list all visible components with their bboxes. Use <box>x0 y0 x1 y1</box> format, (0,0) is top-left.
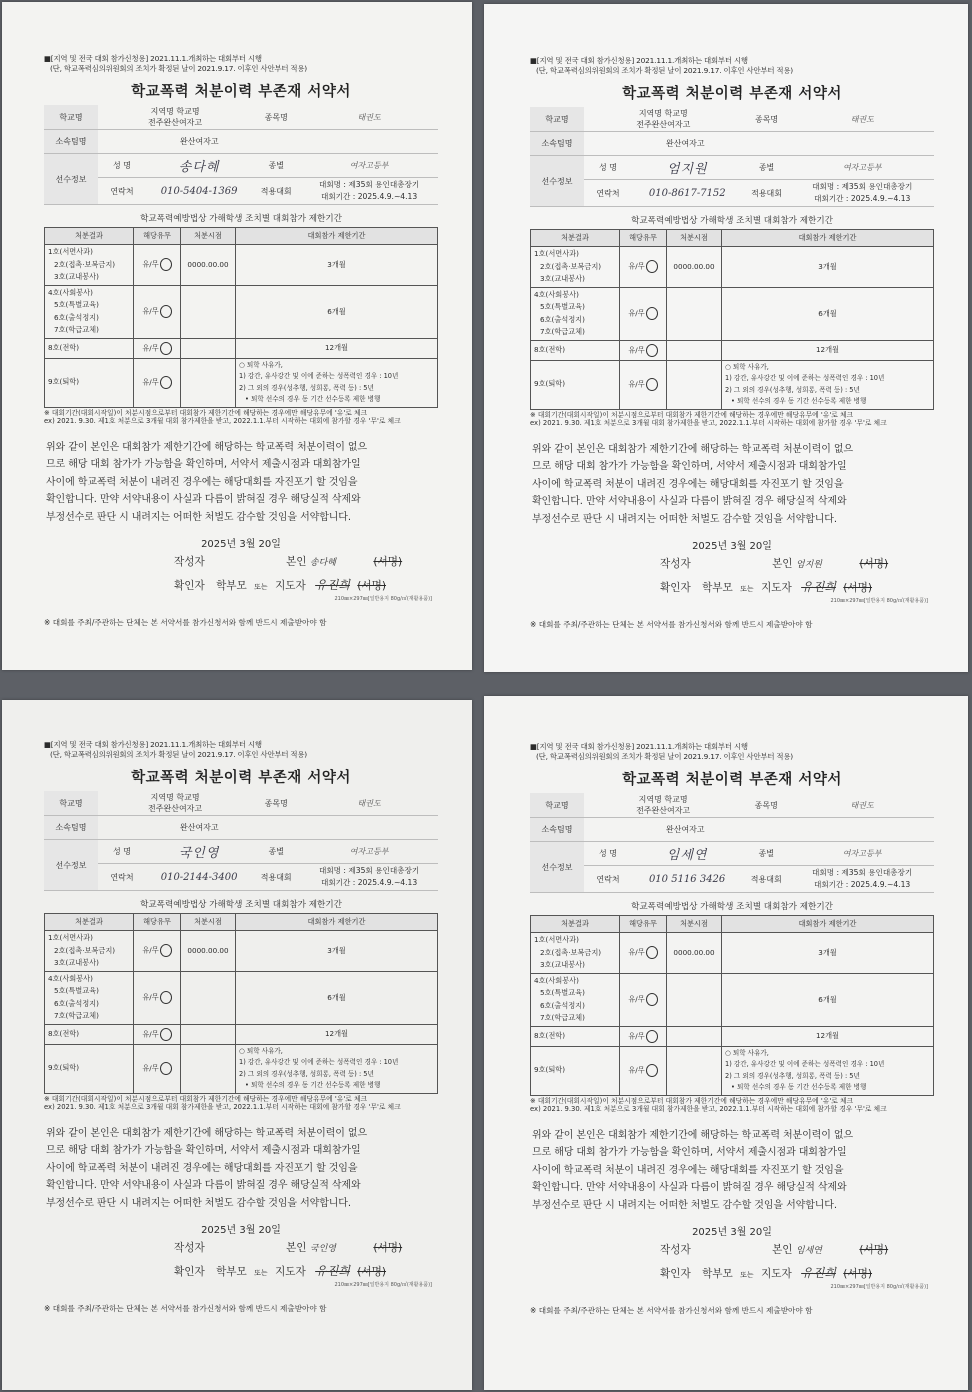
school-value: 지역명 학교명 전주완산여자고 <box>584 107 743 132</box>
name-value: 임세연 <box>632 842 742 866</box>
self-signature: 임세연 <box>795 1245 823 1256</box>
bottom-note: ※ 대회를 주최/주관하는 단체는 본 서약서를 참가신청서와 함께 반드시 제출받아야 함 <box>44 1303 327 1313</box>
category-label: 종별 <box>742 842 790 866</box>
yn-cell-1: 유/무 <box>134 245 181 286</box>
event-label: 종목명 <box>252 791 300 816</box>
school-value: 지역명 학교명 전주완산여자고 <box>98 791 252 816</box>
player-info-label: 선수정보 <box>44 840 98 891</box>
yn-cell-3: 유/무 <box>134 1024 181 1044</box>
date-cell-4 <box>667 360 722 409</box>
category-label: 종별 <box>252 154 300 178</box>
header-note: ■[지역 및 전국 대회 참가신청용] 2021.11.1.개최하는 대회부터 시행 (단, 학교폭력심의위원회의 조치가 확정된 날이 2021.9.17. 이후인 사안부터 적용) <box>530 56 793 75</box>
limit-cell-1: 3개월 <box>236 931 438 972</box>
header-note: ■[지역 및 전국 대회 참가신청용] 2021.11.1.개최하는 대회부터 시행 (단, 학교폭력심의위원회의 조치가 확정된 날이 2021.9.17. 이후인 사안부터 적용) <box>530 742 793 761</box>
event-value: 태권도 <box>300 105 438 130</box>
name-value: 송다혜 <box>146 154 252 178</box>
check-mark-icon <box>160 1062 172 1075</box>
name-value: 국인영 <box>146 840 252 864</box>
confirmer-line: 확인자 학부모 또는 지도자 유진희 (서명) <box>174 577 387 592</box>
paper-spec: 210㎜×297㎜[일반용지 80g/㎡(재활용품)] <box>830 597 928 604</box>
col-result: 처분결과 <box>45 228 134 245</box>
date-cell-3 <box>667 1026 722 1046</box>
penalty-table <box>44 913 438 1094</box>
competition-label: 적용대회 <box>742 866 790 893</box>
yn-cell-2: 유/무 <box>134 971 181 1024</box>
form-sheet-4 <box>484 696 968 1390</box>
info-table <box>44 105 438 205</box>
check-mark-icon <box>646 946 658 959</box>
penalty-row-1-3: 1호(서면사과) 2호(접촉·보복금지) 3호(교내봉사) <box>531 933 620 974</box>
category-value: 여자고등부 <box>300 840 438 864</box>
team-value: 완산여자고 <box>98 816 438 840</box>
yn-cell-2: 유/무 <box>620 287 667 340</box>
oath-text: 위와 같이 본인은 대회참가 제한기간에 해당하는 학교폭력 처분이력이 없으 므로 해당 대회 참가가 가능함을 확인하며, 서약서 제출시점과 대회참가일 사이에 학교폭력 처분이 내려진 경우에는 해당대회를 자진포기 할 것임을 확인합니다. 만약 서약내용이 사실과 다름이 밝혀질 경우 해당실적 삭제와 부정선수로 판단 시 내려지는 어떠한 처벌도 감수할 것임을 서약합니다. <box>532 1129 853 1212</box>
name-value: 엄지원 <box>632 156 743 180</box>
team-label: 소속팀명 <box>44 816 98 840</box>
col-limit: 대회참가 제한기간 <box>722 916 934 933</box>
oath-text: 위와 같이 본인은 대회참가 제한기간에 해당하는 학교폭력 처분이력이 없으 므로 해당 대회 참가가 가능함을 확인하며, 서약서 제출시점과 대회참가일 사이에 학교폭력 처분이 내려진 경우에는 해당대회를 자진포기 할 것임을 확인합니다. 만약 서약내용이 사실과 다름이 밝혀질 경우 해당실적 삭제와 부정선수로 판단 시 내려지는 어떠한 처벌도 감수할 것임을 서약합니다. <box>46 1127 367 1210</box>
team-value: 완산여자고 <box>98 130 438 154</box>
school-label: 학교명 <box>44 791 98 816</box>
check-mark-icon <box>646 307 658 320</box>
contact-value: 010-2144-3400 <box>146 864 252 891</box>
team-label: 소속팀명 <box>44 130 98 154</box>
form-title: 학교폭력 처분이력 부존재 서약서 <box>131 84 351 100</box>
penalty-table <box>530 229 934 410</box>
header-note: ■[지역 및 전국 대회 참가신청용] 2021.11.1.개최하는 대회부터 시행 (단, 학교폭력심의위원회의 조치가 확정된 날이 2021.9.17. 이후인 사안부터 적용) <box>44 54 307 73</box>
penalty-subtitle: 학교폭력예방법상 가해학생 조치별 대회참가 제한기간 <box>631 216 833 226</box>
yn-cell-1: 유/무 <box>134 931 181 972</box>
limit-cell-4: ○ 퇴학 사유가, 1) 강간, 유사강간 및 이에 준하는 성폭력인 경우 : 10년 2) 그 외의 경우(성추행, 성희롱, 폭력 등) : 5년 • 퇴학 선수의 경우 동 기간 선수등록 제한 병행 <box>722 1046 934 1095</box>
writer-line: 작성자 본인 송다혜 (서명) <box>174 555 403 568</box>
name-label: 성 명 <box>584 156 632 180</box>
penalty-row-1-3: 1호(서면사과) 2호(접촉·보복금지) 3호(교내봉사) <box>45 931 134 972</box>
limit-cell-2: 6개월 <box>722 973 934 1026</box>
yn-cell-4: 유/무 <box>620 360 667 409</box>
yn-cell-1: 유/무 <box>620 247 667 288</box>
date-cell-2 <box>181 971 236 1024</box>
category-value: 여자고등부 <box>790 842 934 866</box>
team-value: 완산여자고 <box>584 818 934 842</box>
col-result: 처분결과 <box>531 916 620 933</box>
event-value: 태권도 <box>300 791 438 816</box>
limit-cell-1: 3개월 <box>722 933 934 974</box>
check-mark-icon <box>160 258 172 271</box>
team-label: 소속팀명 <box>530 132 584 156</box>
player-info-label: 선수정보 <box>530 842 584 893</box>
bottom-note: ※ 대회를 주최/주관하는 단체는 본 서약서를 참가신청서와 함께 반드시 제출받아야 함 <box>530 1305 813 1315</box>
coach-signature: 유진희 <box>801 1265 836 1280</box>
yn-cell-1: 유/무 <box>620 933 667 974</box>
check-mark-icon <box>646 993 658 1006</box>
check-mark-icon <box>160 944 172 957</box>
date-cell-1: 0000.00.00 <box>667 247 722 288</box>
col-date: 처분시점 <box>181 228 236 245</box>
footnote: ※ 대회기간(대회시작일)이 처분시점으로부터 대회참가 제한기간에 해당하는 경우에만 해당유무에 '유'로 체크 ex) 2021. 9.30. 제1호 처분으로 3개월 대회 참가제한을 받고, 2022.1.1.부터 시작하는 대회에 참가할 경우 '무'로 체크 <box>530 410 887 428</box>
writer-line: 작성자 본인 국인영 (서명) <box>174 1241 403 1254</box>
coach-signature: 유진희 <box>315 577 350 592</box>
form-title: 학교폭력 처분이력 부존재 서약서 <box>622 86 842 102</box>
category-value: 여자고등부 <box>791 156 934 180</box>
paper-spec: 210㎜×297㎜[일반용지 80g/㎡(재활용품)] <box>334 595 432 602</box>
yn-cell-3: 유/무 <box>620 340 667 360</box>
date-cell-3 <box>181 1024 236 1044</box>
event-label: 종목명 <box>743 107 791 132</box>
limit-cell-2: 6개월 <box>236 285 438 338</box>
limit-cell-4: ○ 퇴학 사유가, 1) 강간, 유사강간 및 이에 준하는 성폭력인 경우 : 10년 2) 그 외의 경우(성추행, 성희롱, 폭력 등) : 5년 • 퇴학 선수의 경우 동 기간 선수등록 제한 병행 <box>722 360 934 409</box>
yn-cell-2: 유/무 <box>134 285 181 338</box>
check-mark-icon <box>646 260 658 273</box>
date-cell-2 <box>667 973 722 1026</box>
check-mark-icon <box>646 344 658 357</box>
limit-cell-3: 12개월 <box>722 1026 934 1046</box>
yn-cell-4: 유/무 <box>134 358 181 407</box>
competition-label: 적용대회 <box>252 178 300 205</box>
competition-label: 적용대회 <box>743 180 791 207</box>
penalty-subtitle: 학교폭력예방법상 가해학생 조치별 대회참가 제한기간 <box>631 902 833 912</box>
date-cell-4 <box>181 358 236 407</box>
penalty-row-9: 9호(퇴학) <box>45 358 134 407</box>
event-label: 종목명 <box>742 793 790 818</box>
limit-cell-1: 3개월 <box>236 245 438 286</box>
penalty-row-4-7: 4호(사회봉사) 5호(특별교육) 6호(출석정지) 7호(학급교체) <box>531 973 620 1026</box>
bottom-note: ※ 대회를 주최/주관하는 단체는 본 서약서를 참가신청서와 함께 반드시 제출받아야 함 <box>530 619 813 629</box>
penalty-subtitle: 학교폭력예방법상 가해학생 조치별 대회참가 제한기간 <box>140 214 342 224</box>
confirmer-line: 확인자 학부모 또는 지도자 유진희 (서명) <box>660 1265 873 1280</box>
contact-label: 연락처 <box>98 864 146 891</box>
form-sheet-2 <box>484 4 968 672</box>
penalty-subtitle: 학교폭력예방법상 가해학생 조치별 대회참가 제한기간 <box>140 900 342 910</box>
check-mark-icon <box>160 991 172 1004</box>
category-label: 종별 <box>743 156 791 180</box>
col-yn: 해당유무 <box>134 228 181 245</box>
coach-signature: 유진희 <box>801 579 836 594</box>
self-signature: 엄지원 <box>795 559 823 570</box>
col-yn: 해당유무 <box>620 916 667 933</box>
limit-cell-2: 6개월 <box>236 971 438 1024</box>
col-date: 처분시점 <box>667 230 722 247</box>
contact-value: 010-8617-7152 <box>632 180 743 207</box>
school-label: 학교명 <box>44 105 98 130</box>
paper-spec: 210㎜×297㎜[일반용지 80g/㎡(재활용품)] <box>334 1281 432 1288</box>
player-info-label: 선수정보 <box>530 156 584 207</box>
col-limit: 대회참가 제한기간 <box>236 914 438 931</box>
limit-cell-3: 12개월 <box>236 338 438 358</box>
confirmer-line: 확인자 학부모 또는 지도자 유진희 (서명) <box>660 579 873 594</box>
form-sheet-1 <box>2 2 472 670</box>
date-cell-3 <box>667 340 722 360</box>
event-label: 종목명 <box>252 105 300 130</box>
footnote: ※ 대회기간(대회시작일)이 처분시점으로부터 대회참가 제한기간에 해당하는 경우에만 해당유무에 '유'로 체크 ex) 2021. 9.30. 제1호 처분으로 3개월 대회 참가제한을 받고, 2022.1.1.부터 시작하는 대회에 참가할 경우 '무'로 체크 <box>530 1096 887 1114</box>
penalty-row-4-7: 4호(사회봉사) 5호(특별교육) 6호(출석정지) 7호(학급교체) <box>45 971 134 1024</box>
penalty-row-8: 8호(전학) <box>45 338 134 358</box>
limit-cell-4: ○ 퇴학 사유가, 1) 강간, 유사강간 및 이에 준하는 성폭력인 경우 : 10년 2) 그 외의 경우(성추행, 성희롱, 폭력 등) : 5년 • 퇴학 선수의 경우 동 기간 선수등록 제한 병행 <box>236 358 438 407</box>
competition-value: 대회명 : 제35회 용인대총장기 대회기간 : 2025.4.9.~4.13 <box>790 866 934 893</box>
self-signature: 송다혜 <box>309 557 337 568</box>
team-value: 완산여자고 <box>584 132 934 156</box>
penalty-row-9: 9호(퇴학) <box>45 1044 134 1093</box>
col-date: 처분시점 <box>181 914 236 931</box>
team-label: 소속팀명 <box>530 818 584 842</box>
school-value: 지역명 학교명 전주완산여자고 <box>584 793 742 818</box>
confirmer-line: 확인자 학부모 또는 지도자 유진희 (서명) <box>174 1263 387 1278</box>
penalty-row-8: 8호(전학) <box>45 1024 134 1044</box>
col-result: 처분결과 <box>531 230 620 247</box>
player-info-label: 선수정보 <box>44 154 98 205</box>
date-cell-2 <box>181 285 236 338</box>
check-mark-icon <box>646 378 658 391</box>
limit-cell-2: 6개월 <box>722 287 934 340</box>
limit-cell-4: ○ 퇴학 사유가, 1) 강간, 유사강간 및 이에 준하는 성폭력인 경우 : 10년 2) 그 외의 경우(성추행, 성희롱, 폭력 등) : 5년 • 퇴학 선수의 경우 동 기간 선수등록 제한 병행 <box>236 1044 438 1093</box>
header-note: ■[지역 및 전국 대회 참가신청용] 2021.11.1.개최하는 대회부터 시행 (단, 학교폭력심의위원회의 조치가 확정된 날이 2021.9.17. 이후인 사안부터 적용) <box>44 740 307 759</box>
contact-value: 010-5404-1369 <box>146 178 252 205</box>
check-mark-icon <box>160 305 172 318</box>
col-result: 처분결과 <box>45 914 134 931</box>
form-sheet-3 <box>2 700 472 1390</box>
date-cell-1: 0000.00.00 <box>667 933 722 974</box>
penalty-row-4-7: 4호(사회봉사) 5호(특별교육) 6호(출석정지) 7호(학급교체) <box>531 287 620 340</box>
footnote: ※ 대회기간(대회시작일)이 처분시점으로부터 대회참가 제한기간에 해당하는 경우에만 해당유무에 '유'로 체크 ex) 2021. 9.30. 제1호 처분으로 3개월 대회 참가제한을 받고, 2022.1.1.부터 시작하는 대회에 참가할 경우 '무'로 체크 <box>44 1094 401 1112</box>
date-cell-2 <box>667 287 722 340</box>
col-limit: 대회참가 제한기간 <box>722 230 934 247</box>
event-value: 태권도 <box>791 107 934 132</box>
check-mark-icon <box>646 1030 658 1043</box>
yn-cell-3: 유/무 <box>620 1026 667 1046</box>
event-value: 태권도 <box>790 793 934 818</box>
yn-cell-2: 유/무 <box>620 973 667 1026</box>
info-table <box>530 107 934 207</box>
date-cell-4 <box>667 1046 722 1095</box>
limit-cell-3: 12개월 <box>236 1024 438 1044</box>
yn-cell-4: 유/무 <box>134 1044 181 1093</box>
limit-cell-1: 3개월 <box>722 247 934 288</box>
yn-cell-3: 유/무 <box>134 338 181 358</box>
date-cell-4 <box>181 1044 236 1093</box>
contact-label: 연락처 <box>98 178 146 205</box>
check-mark-icon <box>160 376 172 389</box>
paper-spec: 210㎜×297㎜[일반용지 80g/㎡(재활용품)] <box>830 1283 928 1290</box>
signing-date: 2025년 3월 20일 <box>201 538 281 550</box>
competition-value: 대회명 : 제35회 용인대총장기 대회기간 : 2025.4.9.~4.13 <box>300 178 438 205</box>
signing-date: 2025년 3월 20일 <box>201 1224 281 1236</box>
contact-label: 연락처 <box>584 866 632 893</box>
check-mark-icon <box>160 342 172 355</box>
check-mark-icon <box>646 1064 658 1077</box>
check-mark-icon <box>160 1028 172 1041</box>
col-yn: 해당유무 <box>134 914 181 931</box>
info-table <box>530 793 934 893</box>
competition-value: 대회명 : 제35회 용인대총장기 대회기간 : 2025.4.9.~4.13 <box>300 864 438 891</box>
contact-label: 연락처 <box>584 180 632 207</box>
info-table <box>44 791 438 891</box>
oath-text: 위와 같이 본인은 대회참가 제한기간에 해당하는 학교폭력 처분이력이 없으 므로 해당 대회 참가가 가능함을 확인하며, 서약서 제출시점과 대회참가일 사이에 학교폭력 처분이 내려진 경우에는 해당대회를 자진포기 할 것임을 확인합니다. 만약 서약내용이 사실과 다름이 밝혀질 경우 해당실적 삭제와 부정선수로 판단 시 내려지는 어떠한 처벌도 감수할 것임을 서약합니다. <box>532 443 853 526</box>
school-value: 지역명 학교명 전주완산여자고 <box>98 105 252 130</box>
form-title: 학교폭력 처분이력 부존재 서약서 <box>622 772 842 788</box>
contact-value: 010 5116 3426 <box>632 866 742 893</box>
date-cell-3 <box>181 338 236 358</box>
penalty-row-9: 9호(퇴학) <box>531 360 620 409</box>
form-title: 학교폭력 처분이력 부존재 서약서 <box>131 770 351 786</box>
competition-value: 대회명 : 제35회 용인대총장기 대회기간 : 2025.4.9.~4.13 <box>791 180 934 207</box>
self-signature: 국인영 <box>309 1243 337 1254</box>
footnote: ※ 대회기간(대회시작일)이 처분시점으로부터 대회참가 제한기간에 해당하는 경우에만 해당유무에 '유'로 체크 ex) 2021. 9.30. 제1호 처분으로 3개월 대회 참가제한을 받고, 2022.1.1.부터 시작하는 대회에 참가할 경우 '무'로 체크 <box>44 408 401 426</box>
yn-cell-4: 유/무 <box>620 1046 667 1095</box>
school-label: 학교명 <box>530 107 584 132</box>
signing-date: 2025년 3월 20일 <box>692 540 772 552</box>
col-limit: 대회참가 제한기간 <box>236 228 438 245</box>
limit-cell-3: 12개월 <box>722 340 934 360</box>
col-yn: 해당유무 <box>620 230 667 247</box>
writer-line: 작성자 본인 임세연 (서명) <box>660 1243 889 1256</box>
category-label: 종별 <box>252 840 300 864</box>
competition-label: 적용대회 <box>252 864 300 891</box>
name-label: 성 명 <box>98 840 146 864</box>
signing-date: 2025년 3월 20일 <box>692 1226 772 1238</box>
name-label: 성 명 <box>98 154 146 178</box>
penalty-row-9: 9호(퇴학) <box>531 1046 620 1095</box>
name-label: 성 명 <box>584 842 632 866</box>
penalty-row-8: 8호(전학) <box>531 1026 620 1046</box>
penalty-table <box>44 227 438 408</box>
date-cell-1: 0000.00.00 <box>181 931 236 972</box>
school-label: 학교명 <box>530 793 584 818</box>
bottom-note: ※ 대회를 주최/주관하는 단체는 본 서약서를 참가신청서와 함께 반드시 제출받아야 함 <box>44 617 327 627</box>
penalty-row-4-7: 4호(사회봉사) 5호(특별교육) 6호(출석정지) 7호(학급교체) <box>45 285 134 338</box>
category-value: 여자고등부 <box>300 154 438 178</box>
date-cell-1: 0000.00.00 <box>181 245 236 286</box>
penalty-table <box>530 915 934 1096</box>
penalty-row-1-3: 1호(서면사과) 2호(접촉·보복금지) 3호(교내봉사) <box>45 245 134 286</box>
col-date: 처분시점 <box>667 916 722 933</box>
penalty-row-8: 8호(전학) <box>531 340 620 360</box>
penalty-row-1-3: 1호(서면사과) 2호(접촉·보복금지) 3호(교내봉사) <box>531 247 620 288</box>
coach-signature: 유진희 <box>315 1263 350 1278</box>
oath-text: 위와 같이 본인은 대회참가 제한기간에 해당하는 학교폭력 처분이력이 없으 므로 해당 대회 참가가 가능함을 확인하며, 서약서 제출시점과 대회참가일 사이에 학교폭력 처분이 내려진 경우에는 해당대회를 자진포기 할 것임을 확인합니다. 만약 서약내용이 사실과 다름이 밝혀질 경우 해당실적 삭제와 부정선수로 판단 시 내려지는 어떠한 처벌도 감수할 것임을 서약합니다. <box>46 441 367 524</box>
writer-line: 작성자 본인 엄지원 (서명) <box>660 557 889 570</box>
